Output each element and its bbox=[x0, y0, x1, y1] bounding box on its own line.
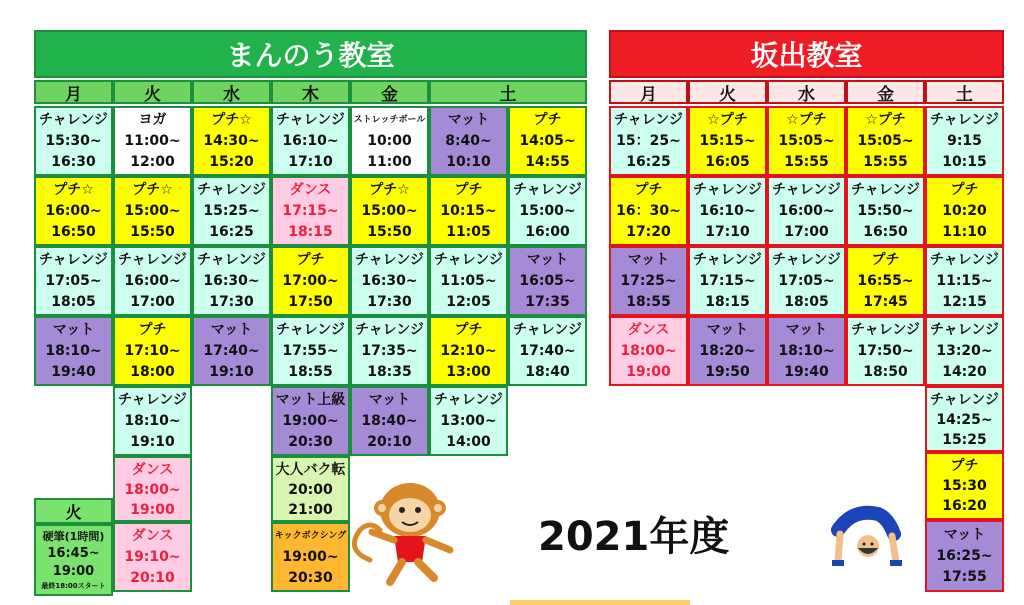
class-start-time: 17:05~ bbox=[778, 272, 835, 289]
class-name: プチ bbox=[454, 322, 483, 339]
calligraphy-end: 19:00 bbox=[52, 564, 95, 579]
class-name: マット上級 bbox=[275, 392, 346, 409]
sakaide-day-label: 火 bbox=[719, 84, 736, 105]
manno-class-cell bbox=[113, 522, 192, 592]
class-end-time: 16:00 bbox=[525, 223, 570, 240]
class-end-time: 16:05 bbox=[705, 153, 750, 170]
class-name: チャレンジ bbox=[197, 252, 266, 269]
class-end-time: 17:00 bbox=[784, 223, 829, 240]
class-start-time: 17:50~ bbox=[857, 342, 914, 359]
sakaide-class-cell bbox=[846, 316, 925, 386]
sakaide-day-header bbox=[609, 80, 688, 104]
class-start-time: 17:55~ bbox=[282, 342, 339, 359]
class-end-time: 14:55 bbox=[525, 153, 570, 170]
class-name: キックボクシング bbox=[274, 531, 347, 542]
class-end-time: 10:15 bbox=[942, 153, 987, 170]
class-name: プチ☆ bbox=[132, 182, 173, 199]
class-start-time: 17:15~ bbox=[282, 202, 339, 219]
class-name: ダンス bbox=[289, 182, 332, 199]
sakaide-title-banner bbox=[609, 30, 1004, 78]
manno-day-label: 月 bbox=[65, 84, 82, 105]
manno-class-cell bbox=[271, 456, 350, 522]
class-name: チャレンジ bbox=[276, 322, 345, 339]
class-end-time: 16:50 bbox=[51, 223, 96, 240]
manno-title: まんのう教室 bbox=[226, 39, 395, 72]
manno-day-label: 火 bbox=[144, 84, 161, 105]
class-start-time: 16:55~ bbox=[857, 272, 914, 289]
class-name: プチ bbox=[871, 252, 900, 269]
class-start-time: 15:15~ bbox=[699, 132, 756, 149]
class-end-time: 17:35 bbox=[525, 293, 570, 310]
class-name: チャレンジ bbox=[693, 252, 762, 269]
manno-class-cell bbox=[508, 176, 587, 246]
manno-class-cell bbox=[34, 316, 113, 386]
class-start-time: 16:10~ bbox=[699, 202, 756, 219]
manno-class-cell bbox=[271, 386, 350, 456]
manno-class-cell bbox=[113, 316, 192, 386]
sakaide-class-cell bbox=[925, 316, 1004, 386]
class-end-time: 17:30 bbox=[209, 293, 254, 310]
class-start-time: 10:00 bbox=[367, 132, 412, 149]
class-end-time: 15:50 bbox=[130, 223, 175, 240]
class-name: チャレンジ bbox=[772, 182, 841, 199]
class-start-time: 10:20 bbox=[942, 202, 987, 219]
class-end-time: 19:00 bbox=[626, 363, 671, 380]
class-name: ☆プチ bbox=[865, 112, 906, 129]
class-name: プチ bbox=[634, 182, 663, 199]
class-start-time: 17:35~ bbox=[361, 342, 418, 359]
sakaide-day-label: 金 bbox=[877, 84, 894, 105]
class-start-time: 10:15~ bbox=[440, 202, 497, 219]
manno-class-cell bbox=[350, 316, 429, 386]
sakaide-title: 坂出教室 bbox=[750, 39, 863, 72]
sakaide-day-header bbox=[925, 80, 1004, 104]
class-end-time: 17:10 bbox=[288, 153, 333, 170]
class-end-time: 18:15 bbox=[288, 223, 333, 240]
class-start-time: 17:40~ bbox=[203, 342, 260, 359]
class-name: マット bbox=[210, 322, 253, 339]
class-name: マット bbox=[447, 112, 490, 129]
class-name: ダンス bbox=[131, 528, 174, 545]
class-name: マット bbox=[943, 526, 986, 543]
class-name: チャレンジ bbox=[355, 322, 424, 339]
class-name: チャレンジ bbox=[197, 182, 266, 199]
class-name: チャレンジ bbox=[930, 392, 999, 408]
calligraphy-name: 硬筆(1時間) bbox=[42, 530, 105, 543]
class-start-time: 9:15 bbox=[947, 132, 982, 149]
sakaide-day-label: 水 bbox=[798, 84, 815, 105]
class-end-time: 18:05 bbox=[51, 293, 96, 310]
class-name: チャレンジ bbox=[614, 112, 683, 129]
class-end-time: 18:40 bbox=[525, 363, 570, 380]
class-end-time: 19:10 bbox=[209, 363, 254, 380]
class-name: チャレンジ bbox=[513, 182, 582, 199]
manno-class-cell bbox=[34, 106, 113, 176]
manno-title-banner bbox=[34, 30, 587, 78]
class-start-time: 11:00~ bbox=[124, 132, 181, 149]
class-start-time: 16:05~ bbox=[519, 272, 576, 289]
manno-class-cell bbox=[429, 106, 508, 176]
class-end-time: 18:35 bbox=[367, 363, 412, 380]
class-name: チャレンジ bbox=[851, 322, 920, 339]
manno-class-cell bbox=[192, 176, 271, 246]
sakaide-class-cell bbox=[925, 246, 1004, 316]
class-name: チャレンジ bbox=[118, 252, 187, 269]
manno-day-header bbox=[192, 80, 271, 104]
class-name: プチ☆ bbox=[369, 182, 410, 199]
manno-day-label: 水 bbox=[223, 84, 240, 105]
class-end-time: 15:20 bbox=[209, 153, 254, 170]
class-name: マット bbox=[706, 322, 749, 339]
manno-class-cell bbox=[113, 246, 192, 316]
class-start-time: 18:40~ bbox=[361, 412, 418, 429]
calligraphy-day-header bbox=[34, 498, 113, 524]
class-end-time: 18:50 bbox=[863, 363, 908, 380]
manno-day-header bbox=[34, 80, 113, 104]
class-end-time: 11:00 bbox=[367, 153, 412, 170]
class-start-time: 18:20~ bbox=[699, 342, 756, 359]
class-name: チャレンジ bbox=[930, 112, 999, 129]
sakaide-class-cell bbox=[925, 176, 1004, 246]
sakaide-day-header bbox=[846, 80, 925, 104]
class-end-time: 16:20 bbox=[942, 498, 987, 514]
class-end-time: 12:05 bbox=[446, 293, 491, 310]
class-start-time: 15:30 bbox=[942, 478, 987, 494]
class-start-time: 14:25~ bbox=[936, 412, 993, 428]
sakaide-class-cell bbox=[767, 106, 846, 176]
class-end-time: 16:30 bbox=[51, 153, 96, 170]
sakaide-class-cell bbox=[925, 520, 1004, 592]
class-end-time: 15:55 bbox=[863, 153, 908, 170]
class-start-time: 15:25~ bbox=[203, 202, 260, 219]
class-name: プチ☆ bbox=[53, 182, 94, 199]
class-start-time: 11:05~ bbox=[440, 272, 497, 289]
class-start-time: 15:50~ bbox=[857, 202, 914, 219]
class-start-time: 17:05~ bbox=[45, 272, 102, 289]
class-end-time: 17:45 bbox=[863, 293, 908, 310]
class-end-time: 18:15 bbox=[705, 293, 750, 310]
class-start-time: 15:30~ bbox=[45, 132, 102, 149]
manno-class-cell bbox=[350, 106, 429, 176]
class-name: プチ bbox=[950, 458, 979, 474]
class-start-time: 19:00~ bbox=[282, 548, 339, 565]
sakaide-class-cell bbox=[609, 106, 688, 176]
class-end-time: 18:55 bbox=[288, 363, 333, 380]
class-name: プチ bbox=[454, 182, 483, 199]
class-start-time: 17:15~ bbox=[699, 272, 756, 289]
class-name: マット bbox=[627, 252, 670, 269]
class-end-time: 15:55 bbox=[784, 153, 829, 170]
class-start-time: 17:40~ bbox=[519, 342, 576, 359]
class-start-time: 18:10~ bbox=[124, 412, 181, 429]
manno-day-label: 土 bbox=[499, 84, 517, 105]
sakaide-class-cell bbox=[767, 176, 846, 246]
class-start-time: 13:20~ bbox=[936, 342, 993, 359]
class-name: ☆プチ bbox=[707, 112, 748, 129]
manno-class-cell bbox=[192, 106, 271, 176]
manno-class-cell bbox=[271, 246, 350, 316]
class-end-time: 17:20 bbox=[626, 223, 671, 240]
calligraphy-start: 16:45~ bbox=[47, 546, 100, 561]
class-name: マット bbox=[785, 322, 828, 339]
class-start-time: 16:30~ bbox=[203, 272, 260, 289]
class-name: チャレンジ bbox=[513, 322, 582, 339]
sakaide-class-cell bbox=[767, 316, 846, 386]
class-start-time: 17:00~ bbox=[282, 272, 339, 289]
manno-class-cell bbox=[429, 176, 508, 246]
class-name: ダンス bbox=[131, 462, 174, 478]
manno-class-cell bbox=[113, 176, 192, 246]
sakaide-class-cell bbox=[688, 106, 767, 176]
sakaide-class-cell bbox=[767, 246, 846, 316]
class-end-time: 19:40 bbox=[784, 363, 829, 380]
manno-class-cell bbox=[113, 106, 192, 176]
class-name: チャレンジ bbox=[39, 112, 108, 129]
bottom-accent-bar bbox=[510, 600, 690, 605]
class-end-time: 13:00 bbox=[446, 363, 491, 380]
sakaide-class-cell bbox=[846, 246, 925, 316]
calligraphy-note: 最終18:00スタート bbox=[41, 582, 106, 590]
sakaide-class-cell bbox=[609, 176, 688, 246]
class-start-time: 18:10~ bbox=[45, 342, 102, 359]
class-start-time: 19:10~ bbox=[124, 548, 181, 565]
class-end-time: 17:00 bbox=[130, 293, 175, 310]
class-end-time: 21:00 bbox=[288, 502, 333, 518]
class-end-time: 16:25 bbox=[209, 223, 254, 240]
class-start-time: 15:05~ bbox=[857, 132, 914, 149]
class-name: チャレンジ bbox=[930, 252, 999, 269]
class-start-time: 14:30~ bbox=[203, 132, 260, 149]
class-start-time: 15:00~ bbox=[124, 202, 181, 219]
class-end-time: 20:10 bbox=[367, 433, 412, 450]
class-name: チャレンジ bbox=[39, 252, 108, 269]
class-start-time: 8:40~ bbox=[445, 132, 492, 149]
class-end-time: 14:20 bbox=[942, 363, 987, 380]
class-name: マット bbox=[52, 322, 95, 339]
manno-class-cell bbox=[350, 176, 429, 246]
manno-class-cell bbox=[271, 176, 350, 246]
class-start-time: 20:00 bbox=[288, 482, 333, 498]
class-start-time: 15:00~ bbox=[361, 202, 418, 219]
sakaide-day-header bbox=[767, 80, 846, 104]
class-name: ☆プチ bbox=[786, 112, 827, 129]
sakaide-class-cell bbox=[846, 106, 925, 176]
manno-day-header bbox=[113, 80, 192, 104]
class-start-time: 17:10~ bbox=[124, 342, 181, 359]
class-name: プチ bbox=[296, 252, 325, 269]
class-end-time: 19:10 bbox=[130, 433, 175, 450]
class-start-time: 19:00~ bbox=[282, 412, 339, 429]
class-name: マット bbox=[526, 252, 569, 269]
class-start-time: 15：25~ bbox=[616, 132, 681, 149]
class-name: プチ☆ bbox=[211, 112, 252, 129]
manno-class-cell bbox=[508, 246, 587, 316]
sakaide-day-header bbox=[688, 80, 767, 104]
class-name: チャレンジ bbox=[851, 182, 920, 199]
manno-class-cell bbox=[113, 386, 192, 456]
class-start-time: 16:30~ bbox=[361, 272, 418, 289]
class-start-time: 16:10~ bbox=[282, 132, 339, 149]
manno-day-header bbox=[350, 80, 429, 104]
class-name: チャレンジ bbox=[434, 252, 503, 269]
manno-class-cell bbox=[34, 176, 113, 246]
class-start-time: 16:25~ bbox=[936, 547, 993, 564]
class-start-time: 11:15~ bbox=[936, 272, 993, 289]
class-end-time: 20:30 bbox=[288, 433, 333, 450]
class-name: チャレンジ bbox=[118, 392, 187, 409]
class-end-time: 17:50 bbox=[288, 293, 333, 310]
sakaide-day-label: 土 bbox=[956, 84, 973, 105]
manno-day-label: 木 bbox=[302, 84, 319, 105]
class-end-time: 11:05 bbox=[446, 223, 491, 240]
sakaide-class-cell bbox=[925, 106, 1004, 176]
manno-class-cell bbox=[34, 246, 113, 316]
class-name: チャレンジ bbox=[276, 112, 345, 129]
class-end-time: 19:50 bbox=[705, 363, 750, 380]
class-start-time: 16:00~ bbox=[124, 272, 181, 289]
class-end-time: 12:00 bbox=[130, 153, 175, 170]
manno-day-header bbox=[271, 80, 350, 104]
class-end-time: 15:50 bbox=[367, 223, 412, 240]
class-name: プチ bbox=[533, 112, 562, 129]
manno-class-cell bbox=[508, 106, 587, 176]
manno-class-cell bbox=[429, 316, 508, 386]
class-name: 大人バク転 bbox=[275, 462, 346, 478]
sakaide-class-cell bbox=[609, 246, 688, 316]
class-name: プチ bbox=[138, 322, 167, 339]
sakaide-class-cell bbox=[925, 452, 1004, 520]
class-name: チャレンジ bbox=[434, 392, 503, 409]
calligraphy-day-label: 火 bbox=[65, 502, 82, 522]
sakaide-class-cell bbox=[609, 316, 688, 386]
sakaide-class-cell bbox=[846, 176, 925, 246]
class-end-time: 12:15 bbox=[942, 293, 987, 310]
class-end-time: 20:10 bbox=[130, 569, 175, 586]
class-start-time: 16:00~ bbox=[778, 202, 835, 219]
class-start-time: 16:00~ bbox=[45, 202, 102, 219]
calligraphy-cell bbox=[34, 524, 113, 596]
manno-class-cell bbox=[350, 246, 429, 316]
class-end-time: 16:25 bbox=[626, 153, 671, 170]
class-end-time: 19:40 bbox=[51, 363, 96, 380]
manno-class-cell bbox=[192, 316, 271, 386]
class-name: チャレンジ bbox=[355, 252, 424, 269]
manno-class-cell bbox=[350, 386, 429, 456]
monkey-illustration bbox=[350, 470, 468, 590]
manno-day-header bbox=[429, 80, 587, 104]
class-name: チャレンジ bbox=[693, 182, 762, 199]
class-name: ダンス bbox=[627, 322, 670, 339]
class-start-time: 17:25~ bbox=[620, 272, 677, 289]
manno-class-cell bbox=[113, 456, 192, 522]
manno-class-cell bbox=[271, 106, 350, 176]
class-name: ヨガ bbox=[138, 112, 167, 129]
class-start-time: 12:10~ bbox=[440, 342, 497, 359]
class-start-time: 18:00~ bbox=[620, 342, 677, 359]
class-start-time: 16：30~ bbox=[616, 202, 681, 219]
class-end-time: 18:55 bbox=[626, 293, 671, 310]
sakaide-day-label: 月 bbox=[640, 84, 657, 105]
class-start-time: 14:05~ bbox=[519, 132, 576, 149]
manno-class-cell bbox=[271, 522, 350, 592]
class-end-time: 10:10 bbox=[446, 153, 491, 170]
class-name: チャレンジ bbox=[772, 252, 841, 269]
class-end-time: 11:10 bbox=[942, 223, 987, 240]
class-end-time: 17:55 bbox=[942, 569, 987, 586]
class-start-time: 15:00~ bbox=[519, 202, 576, 219]
class-end-time: 20:30 bbox=[288, 569, 333, 586]
class-name: マット bbox=[368, 392, 411, 409]
class-start-time: 15:05~ bbox=[778, 132, 835, 149]
class-end-time: 19:00 bbox=[130, 502, 175, 518]
manno-class-cell bbox=[429, 246, 508, 316]
sakaide-class-cell bbox=[688, 246, 767, 316]
manno-day-label: 金 bbox=[381, 84, 398, 105]
class-name: プチ bbox=[950, 182, 979, 199]
class-start-time: 18:10~ bbox=[778, 342, 835, 359]
class-end-time: 18:05 bbox=[784, 293, 829, 310]
manno-class-cell bbox=[271, 316, 350, 386]
manno-class-cell bbox=[192, 246, 271, 316]
sakaide-class-cell bbox=[688, 316, 767, 386]
class-end-time: 16:50 bbox=[863, 223, 908, 240]
sakaide-class-cell bbox=[688, 176, 767, 246]
manno-class-cell bbox=[508, 316, 587, 386]
sakaide-class-cell bbox=[925, 386, 1004, 452]
year-label: 2021年度 bbox=[538, 514, 730, 560]
stretching-child-illustration bbox=[828, 500, 908, 570]
class-end-time: 18:00 bbox=[130, 363, 175, 380]
class-end-time: 14:00 bbox=[446, 433, 491, 450]
class-name: ストレッチボール bbox=[353, 115, 426, 126]
class-start-time: 18:00~ bbox=[124, 482, 181, 498]
class-start-time: 13:00~ bbox=[440, 412, 497, 429]
class-end-time: 15:25 bbox=[942, 432, 987, 448]
class-end-time: 17:10 bbox=[705, 223, 750, 240]
class-name: チャレンジ bbox=[930, 322, 999, 339]
manno-class-cell bbox=[429, 386, 508, 456]
class-end-time: 17:30 bbox=[367, 293, 412, 310]
